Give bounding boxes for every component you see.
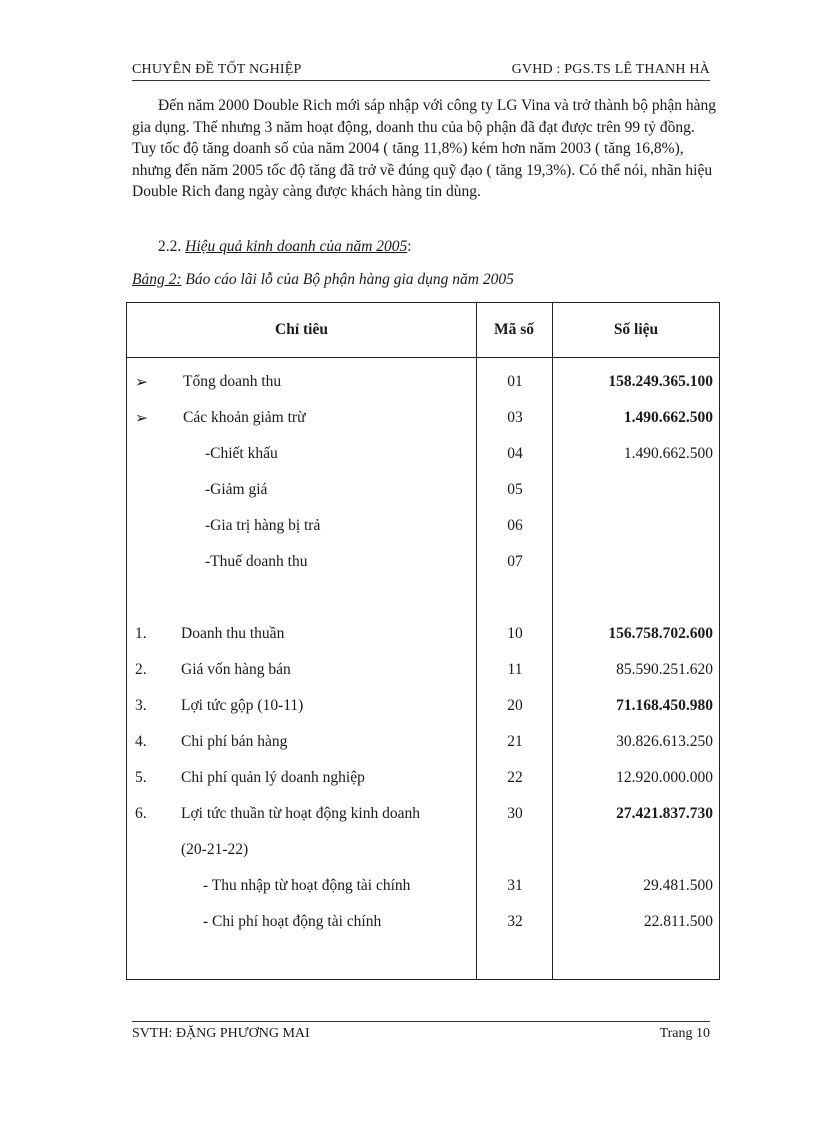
row-code: 04 (507, 445, 523, 462)
table-row (127, 373, 719, 409)
row-code: 01 (507, 373, 523, 390)
header-value: Số liệu (613, 321, 659, 338)
row-label: Tổng doanh thu (183, 373, 282, 390)
section-heading (158, 238, 412, 256)
section-title: Hiệu quả kinh doanh của năm 2005 (185, 238, 408, 255)
table-row (127, 841, 719, 877)
row-value: 22.811.500 (643, 913, 713, 930)
row-value: 27.421.837.730 (616, 805, 713, 822)
section-colon: : (407, 238, 412, 255)
row-code: 07 (507, 553, 523, 570)
bullet-arrow-icon: ➢ (135, 410, 148, 427)
income-statement-table (126, 302, 720, 980)
row-label: Giá vốn hàng bán (181, 661, 291, 678)
row-code: 30 (507, 805, 523, 822)
table-row (127, 661, 719, 697)
table-caption-label: Bảng 2: (132, 271, 182, 288)
row-code: 20 (507, 697, 523, 714)
intro-paragraph: Đến năm 2000 Double Rich mới sáp nhập với công ty LG Vina và trở thành bộ phận hàng gia dụng. Thế nhưng 3 năm hoạt động, doanh thu của bộ phận đã đạt được trên 99 tỷ đồng. Tuy tốc độ tăng doanh số của năm 2004 ( tăng 11,8%) kém hơn năm 2003 ( tăng 16,8%), nhưng đến năm 2005 tốc độ tăng đã trở về đúng quỹ đạo ( tăng 19,3%). Có thể nói, nhãn hiệu Double Rich đang ngày càng được khách hàng tin dùng. (132, 97, 717, 200)
row-code: 31 (507, 877, 523, 894)
footer-student: SVTH: ĐẶNG PHƯƠNG MAI (132, 1026, 310, 1041)
table-row (127, 877, 719, 913)
table-row (127, 517, 719, 553)
row-label: -Gia trị hàng bị trả (205, 517, 321, 534)
row-value: 1.490.662.500 (623, 445, 713, 462)
header-supervisor: GVHD : PGS.TS LÊ THANH HÀ (511, 62, 710, 77)
header-code: Mã số (493, 321, 535, 338)
table-row (127, 733, 719, 769)
row-code: 22 (507, 769, 523, 786)
section-number: 2.2. (158, 238, 182, 255)
row-code: 03 (507, 409, 523, 426)
page-header (132, 60, 710, 81)
row-code: 11 (507, 661, 523, 678)
row-label: -Thuế doanh thu (205, 553, 308, 570)
row-value: 30.826.613.250 (616, 733, 713, 750)
row-value: 12.920.000.000 (616, 769, 713, 786)
table-caption (132, 271, 514, 289)
row-label: -Giảm giá (205, 481, 268, 498)
row-number: 3. (135, 697, 147, 714)
table-row (127, 481, 719, 517)
row-label: Chi phí quản lý doanh nghiệp (181, 769, 365, 786)
row-number: 6. (135, 805, 147, 822)
row-number: 2. (135, 661, 147, 678)
row-value: 1.490.662.500 (623, 409, 713, 426)
header-thesis-title: CHUYÊN ĐỀ TỐT NGHIỆP (132, 62, 302, 77)
row-value: 156.758.702.600 (608, 625, 713, 642)
header-indicator: Chỉ tiêu (275, 321, 328, 338)
row-value: 71.168.450.980 (616, 697, 713, 714)
table-row (127, 697, 719, 733)
table-row (127, 445, 719, 481)
table-row (127, 913, 719, 949)
row-value: 85.590.251.620 (616, 661, 713, 678)
row-label: Lợi tức thuần từ hoạt động kinh doanh (181, 805, 420, 822)
row-number: 4. (135, 733, 147, 750)
row-code: 32 (507, 913, 523, 930)
row-label: Chi phí bán hàng (181, 733, 288, 750)
row-label: - Chi phí hoạt động tài chính (203, 913, 382, 930)
row-code: 21 (507, 733, 523, 750)
row-code: 06 (507, 517, 523, 534)
table-caption-text: Báo cáo lãi lỗ của Bộ phận hàng gia dụng năm 2005 (181, 271, 514, 288)
row-code: 10 (507, 625, 523, 642)
table-row (127, 553, 719, 589)
table-row (127, 805, 719, 841)
row-value: 29.481.500 (643, 877, 713, 894)
table-header-divider (127, 357, 719, 358)
bullet-arrow-icon: ➢ (135, 374, 148, 391)
table-row (127, 625, 719, 661)
row-label: -Chiết khấu (205, 445, 278, 462)
row-label: - Thu nhập từ hoạt động tài chính (203, 877, 411, 894)
table-row (127, 769, 719, 805)
row-number: 1. (135, 625, 147, 642)
row-label: (20-21-22) (181, 841, 249, 858)
row-label: Doanh thu thuần (181, 625, 285, 642)
footer-page-number: Trang 10 (659, 1026, 710, 1041)
row-code: 05 (507, 481, 523, 498)
row-label: Các khoản giảm trừ (183, 409, 306, 426)
table-row (127, 409, 719, 445)
row-label: Lợi tức gộp (10-11) (181, 697, 304, 714)
page-footer (132, 1021, 710, 1041)
row-number: 5. (135, 769, 147, 786)
row-value: 158.249.365.100 (608, 373, 713, 390)
